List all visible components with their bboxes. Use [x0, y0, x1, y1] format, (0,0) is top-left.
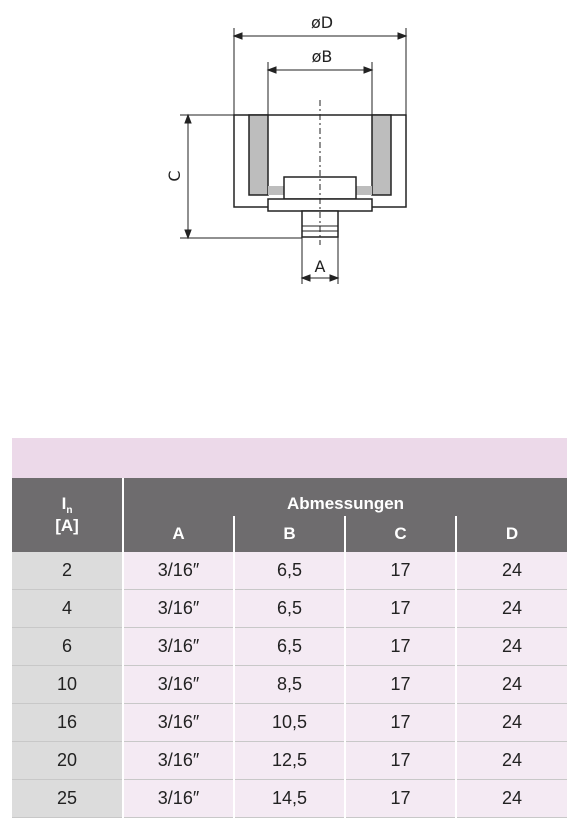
header-col-c: C — [345, 516, 456, 552]
cell-d: 24 — [456, 666, 567, 704]
cell-in: 6 — [12, 628, 123, 666]
table-title-band — [12, 438, 567, 478]
cell-c: 17 — [345, 628, 456, 666]
cell-c: 17 — [345, 780, 456, 818]
dim-d-label: øD — [310, 13, 334, 32]
dimension-b — [268, 62, 372, 115]
cell-in: 10 — [12, 666, 123, 704]
table-row — [12, 628, 567, 666]
table-row — [12, 666, 567, 704]
dim-b-label: øB — [311, 47, 333, 66]
cell-c: 17 — [345, 742, 456, 780]
cell-d: 24 — [456, 628, 567, 666]
cell-d: 24 — [456, 552, 567, 590]
cell-d: 24 — [456, 590, 567, 628]
table-row — [12, 552, 567, 590]
cell-in: 25 — [12, 780, 123, 818]
cell-b: 10,5 — [234, 704, 345, 742]
dim-c-label: C — [165, 170, 184, 182]
cell-c: 17 — [345, 704, 456, 742]
cell-in: 20 — [12, 742, 123, 780]
header-col-d: D — [456, 516, 567, 552]
header-in-unit: [A] — [55, 516, 79, 536]
cell-c: 17 — [345, 666, 456, 704]
header-in — [12, 478, 123, 552]
cell-a: 3/16″ — [123, 552, 234, 590]
cell-b: 8,5 — [234, 666, 345, 704]
cell-b: 6,5 — [234, 590, 345, 628]
header-col-b: B — [234, 516, 345, 552]
technical-drawing — [0, 0, 583, 330]
cell-b: 12,5 — [234, 742, 345, 780]
dim-a-label: A — [314, 257, 326, 276]
cell-c: 17 — [345, 590, 456, 628]
cell-a: 3/16″ — [123, 666, 234, 704]
cell-a: 3/16″ — [123, 780, 234, 818]
cell-b: 6,5 — [234, 552, 345, 590]
cell-b: 6,5 — [234, 628, 345, 666]
cell-in: 2 — [12, 552, 123, 590]
cell-a: 3/16″ — [123, 742, 234, 780]
cell-a: 3/16″ — [123, 628, 234, 666]
table-row — [12, 742, 567, 780]
cell-a: 3/16″ — [123, 590, 234, 628]
cell-d: 24 — [456, 742, 567, 780]
header-abmessungen: Abmessungen — [123, 478, 567, 516]
table-row — [12, 704, 567, 742]
header-in-sub: n — [66, 504, 73, 516]
dimensions-table — [12, 478, 567, 818]
table-row — [12, 590, 567, 628]
cell-d: 24 — [456, 780, 567, 818]
header-in-main: I — [61, 493, 67, 513]
table-row — [12, 780, 567, 818]
cell-in: 4 — [12, 590, 123, 628]
cell-d: 24 — [456, 704, 567, 742]
cell-c: 17 — [345, 552, 456, 590]
header-col-a: A — [123, 516, 234, 552]
cell-in: 16 — [12, 704, 123, 742]
cell-a: 3/16″ — [123, 704, 234, 742]
cell-b: 14,5 — [234, 780, 345, 818]
